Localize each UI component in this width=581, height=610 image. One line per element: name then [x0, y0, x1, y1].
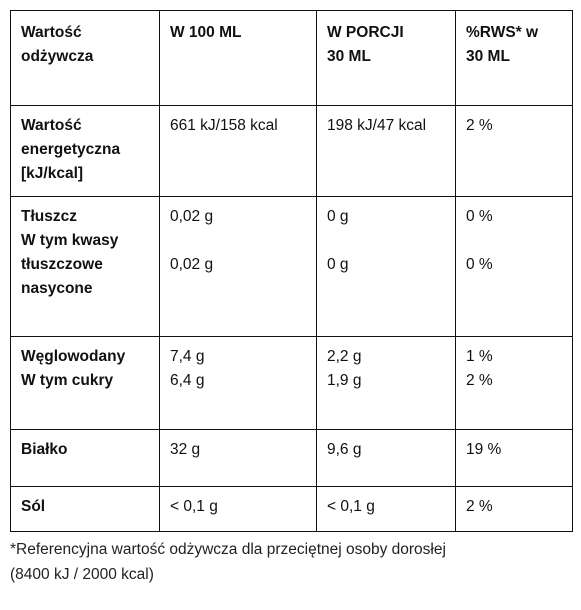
fat-per-100ml: 0,02 g 0,02 g [160, 197, 317, 337]
header-nutrient: Wartość odżywcza [11, 11, 160, 106]
protein-rws: 19 % [456, 430, 573, 487]
table-row-energy [11, 106, 573, 197]
fat-rws: 0 % 0 % [456, 197, 573, 337]
protein-label: Białko [11, 430, 160, 487]
table-row-fat [11, 197, 573, 337]
energy-per-100ml: 661 kJ/158 kcal [160, 106, 317, 197]
footnote [10, 537, 570, 587]
salt-label: Sól [11, 487, 160, 532]
energy-per-portion: 198 kJ/47 kcal [317, 106, 456, 197]
header-per-portion: W PORCJI 30 ML [317, 11, 456, 106]
energy-label: Wartość energetyczna [kJ/kcal] [11, 106, 160, 197]
footnote-line-2: (8400 kJ / 2000 kcal) [10, 566, 154, 583]
table-row-salt [11, 487, 573, 532]
salt-per-100ml: < 0,1 g [160, 487, 317, 532]
nutrition-table [10, 10, 573, 532]
table-row-protein [11, 430, 573, 487]
fat-per-portion: 0 g 0 g [317, 197, 456, 337]
protein-per-100ml: 32 g [160, 430, 317, 487]
table-header-row [11, 11, 573, 106]
energy-rws: 2 % [456, 106, 573, 197]
protein-per-portion: 9,6 g [317, 430, 456, 487]
carbs-per-portion: 2,2 g 1,9 g [317, 337, 456, 430]
carbs-label: Węglowodany W tym cukry [11, 337, 160, 430]
header-rws: %RWS* w 30 ML [456, 11, 573, 106]
salt-rws: 2 % [456, 487, 573, 532]
fat-label: Tłuszcz W tym kwasy tłuszczowe nasycone [11, 197, 160, 337]
table-row-carbohydrates [11, 337, 573, 430]
carbs-rws: 1 % 2 % [456, 337, 573, 430]
carbs-per-100ml: 7,4 g 6,4 g [160, 337, 317, 430]
footnote-line-1: *Referencyjna wartość odżywcza dla przeciętnej osoby dorosłej [10, 541, 446, 558]
header-per-100ml: W 100 ML [160, 11, 317, 106]
salt-per-portion: < 0,1 g [317, 487, 456, 532]
